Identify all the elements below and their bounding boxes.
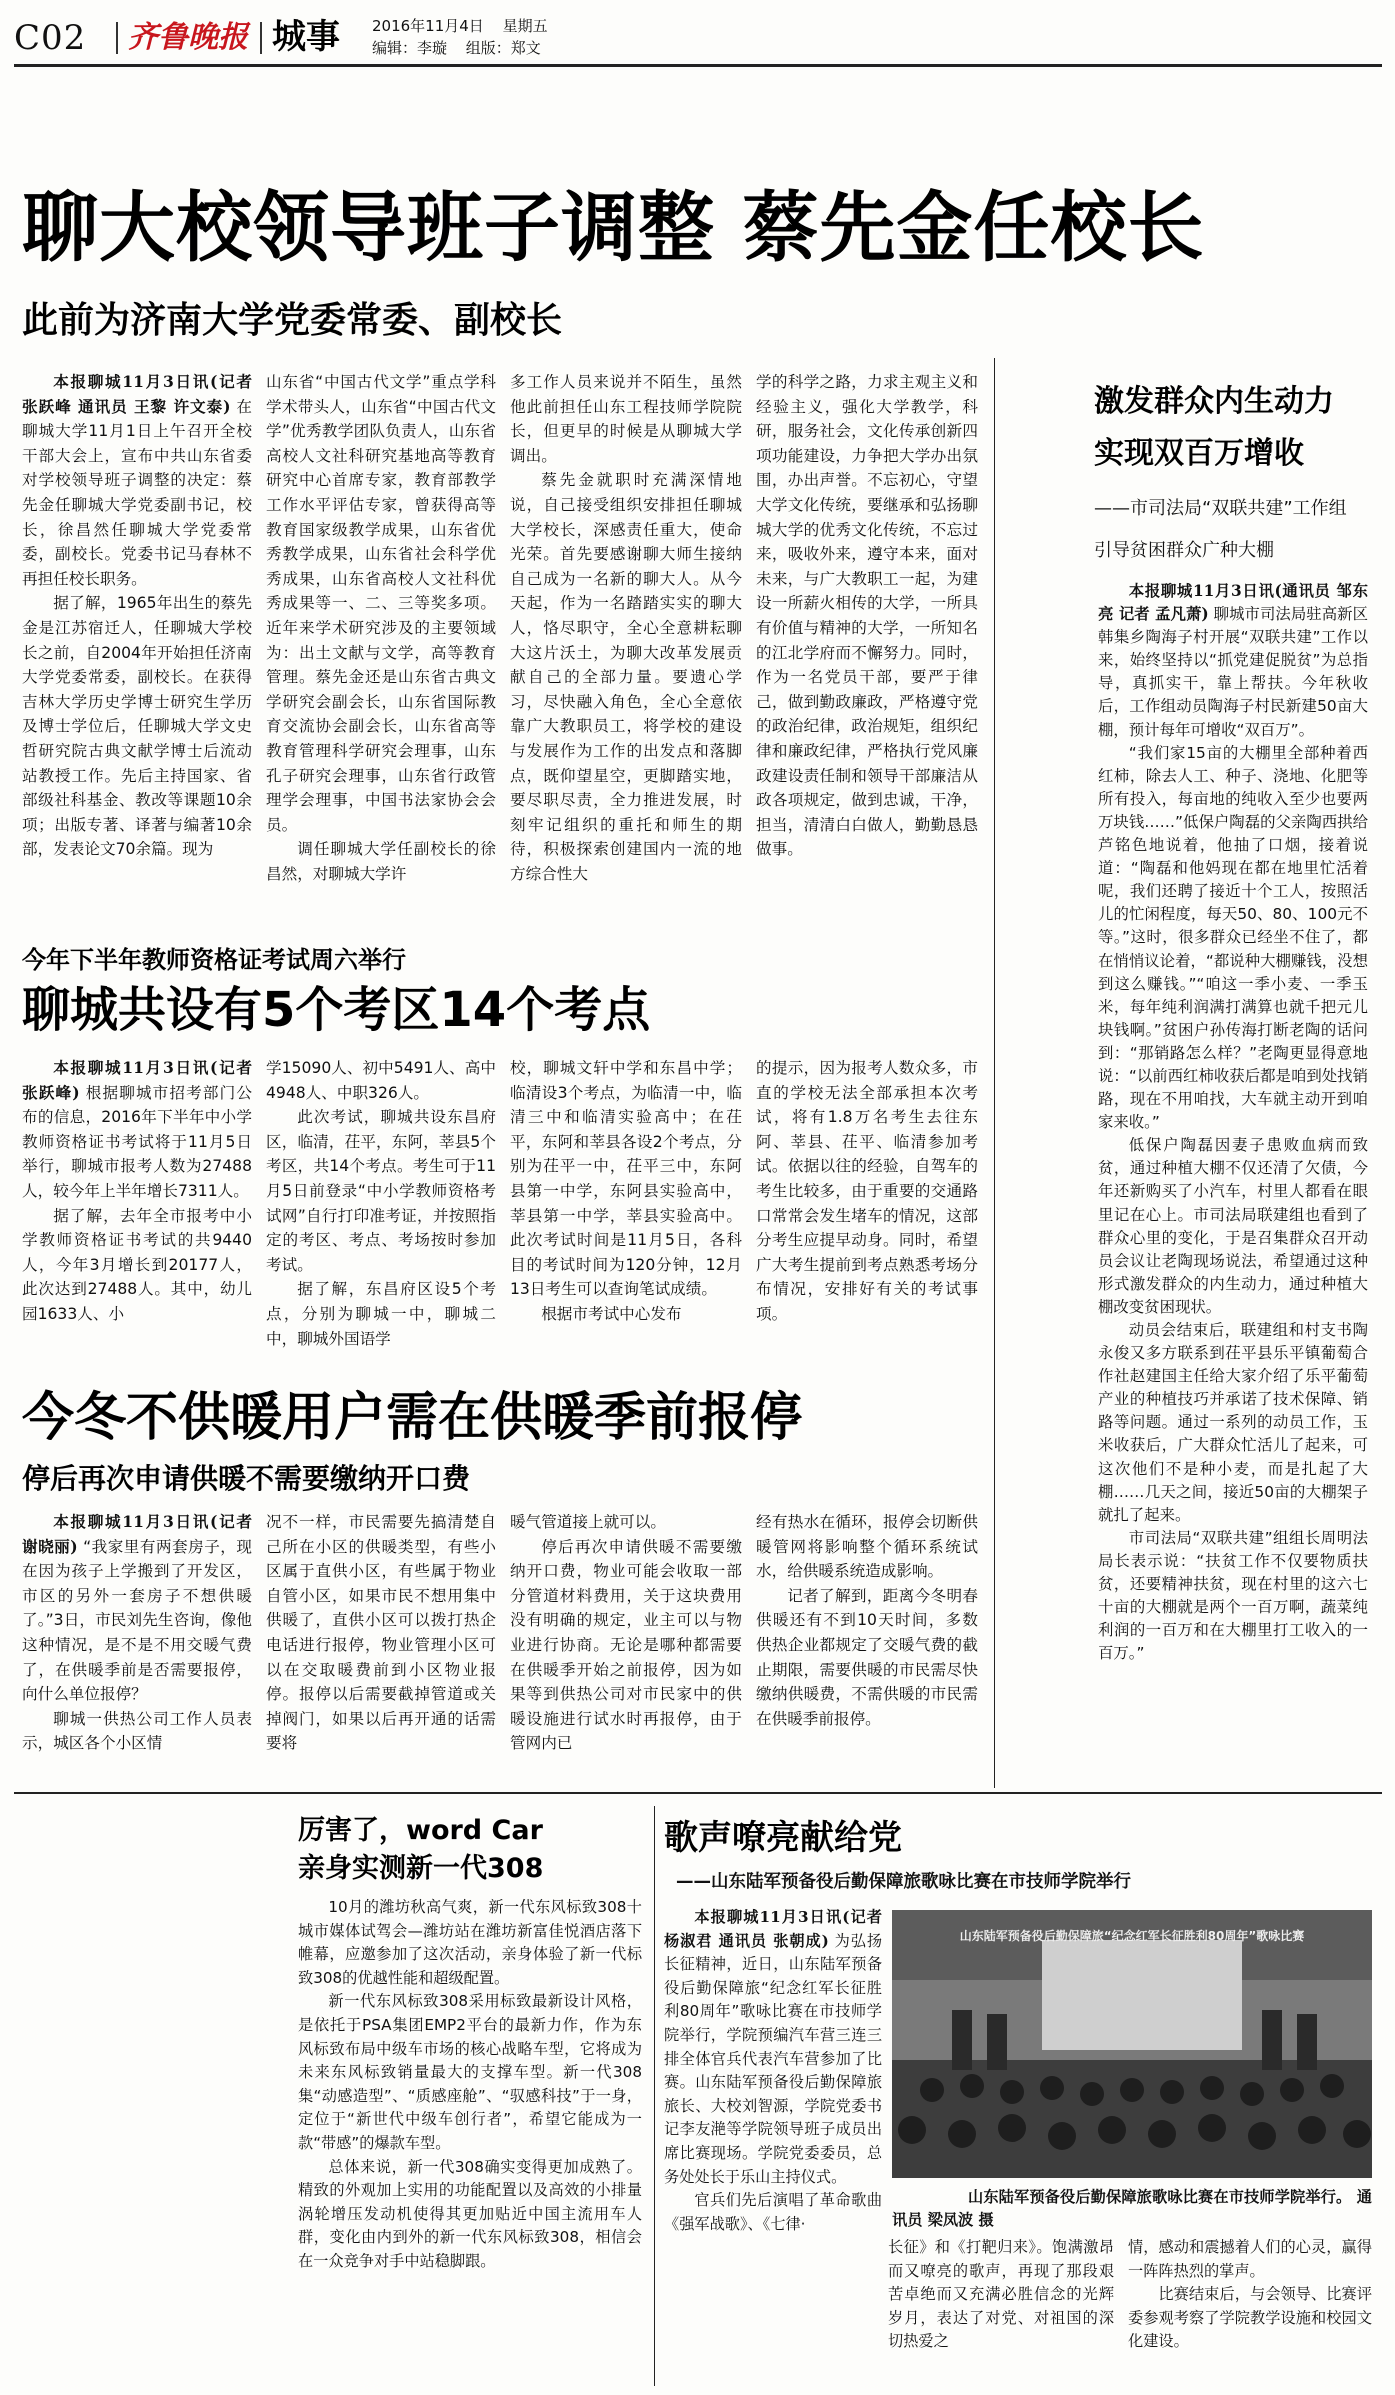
masthead-divider (116, 22, 118, 54)
article2-text: 根据市考试中心发布 (541, 1304, 682, 1323)
article5-text: 长征》和《打靶归来》。饱满激昂而又嘹亮的歌声，再现了那段艰苦卓绝而又充满必胜信念的光辉岁月，表达了对党、对祖国的深切热爱之 (888, 2238, 1114, 2351)
sidebar-text: 市司法局“双联共建”组组长周明法局长表示说：“扶贫工作不仅要物质扶贫，还要精神扶贫，现在村里的这六七十亩的大棚就是两个一百万啊，蔬菜纯利润的一百万和在大棚里打工收入的一百万。” (1098, 1528, 1368, 1663)
sidebar-headline: 实现双百万增收 (1094, 436, 1304, 471)
article4-headline: 亲身实测新一代308 (298, 1853, 544, 1884)
article5-column-1 (664, 1906, 882, 2376)
article2-text: 根据聊城市招考部门公布的信息，2016年下半年中小学教师资格证书考试将于11月5日举行，聊城市报考人数为27488人，较今年上半年增长7311人。 (22, 1083, 252, 1200)
article1-text: 据了解，1965年出生的蔡先金是江苏宿迁人，任聊城大学校长之前，自2004年开始担任济南大学党委常委，副校长。在获得吉林大学历史学博士研究生学历及博士学位后，任聊城大学文史哲研究院古典文献学博士后流动站教授工作。先后主持国家、省部级社科基金、教改等课题10余项；出版专著、译著与编著10余部，发表论文70余篇。现为 (22, 594, 252, 859)
article5-subhead: ——山东陆军预备役后勤保障旅歌咏比赛在市技师学院举行 (676, 1872, 1131, 1892)
article3-text: “我家里有两套房子，现在因为孩子上学搬到了开发区，市区的另外一套房子不想供暖了。”3日，市民刘先生咨询，像他这种情况，是不是不用交暖气费了，在供暖季前是否需要报停，向什么单位报停？ (22, 1537, 252, 1704)
event-photo (892, 1910, 1372, 2178)
weekday: 星期五 (502, 17, 548, 35)
date: 2016年11月4日 (372, 17, 484, 35)
article2-column-4 (756, 1056, 978, 1323)
article3-text: 记者了解到，距离今冬明春供暖还有不到10天时间，多数供热企业都规定了交暖气费的截止期限，需要供暖的市民需尽快缴纳供暖费，不需供暖的市民需在供暖季前报停。 (756, 1586, 978, 1728)
article4-text: 总体来说，新一代308确实变得更加成熟了。精致的外观加上实用的功能配置以及高效的小排量涡轮增压发动机使得其更加贴近中国主流用车人群，变化由内到外的新一代东风标致308，相信会在一众竞争对手中站稳脚跟。 (298, 2157, 642, 2270)
article2-text: 此次考试，聊城共设东昌府区，临清，茌平，东阿，莘县5个考区，共14个考点。考生可于11月5日前登录“中小学教师资格考试网”自行打印准考证，并按照指定的考区、考点、考场按时参加考试。 (266, 1108, 496, 1274)
article2-text: 的提示，因为报考人数众多，市直的学校无法全部承担本次考试，将有1.8万名考生去往东阿、莘县、茌平、临清参加考试。依据以往的经验，自驾车的考生比较多，由于重要的交通路口常常会发生堵车的情况，这部分考生应提早动身。同时，希望广大考生提前到考点熟悉考场分布情况，安排好有关的考试事项。 (756, 1059, 978, 1323)
article5-text: 官兵们先后演唱了革命歌曲《强军战歌》、《七律· (664, 2191, 882, 2233)
sidebar-headline: 激发群众内生动力 (1094, 384, 1334, 419)
article4-text: 新一代东风标致308采用标致最新设计风格，是依托于PSA集团EMP2平台的最新力作，作为东风标致布局中级车市场的核心战略车型，它将成为未来东风标致销量最大的支撑车型。新一代308集“动感造型”、“质感座舱”、“驭感科技”于一身，定位于“新世代中级车创行者”，希望它能成为一款“带感”的爆款车型。 (298, 1992, 642, 2152)
article1-column-3 (510, 370, 742, 928)
article3-text: 况不一样，市民需要先搞清楚自己所在小区的供暖类型，有些小区属于直供小区，有些属于物业自管小区，如果市民不想用集中供暖了，直供小区可以拨打热企电话进行报停，物业管理小区可以在交取暖费前到小区物业报停。报停以后需要截掉管道或关掉阀门，如果以后再开通的话需要将 (266, 1513, 496, 1753)
photo-caption: 山东陆军预备役后勤保障旅歌咏比赛在市技师学院举行。 通讯员 梁凤波 摄 (892, 2188, 1372, 2229)
sidebar-text: “我们家15亩的大棚里全部种着西红柿，除去人工、种子、浇地、化肥等所有投入，每亩地的纯收入至少也要两万块钱……”低保户陶磊的父亲陶西拱给芦铭色地说着，他抽了口烟，接着说道：“陶磊和他妈现在都在地里忙活着呢，我们还聘了接近十个工人，按照活儿的忙闲程度，每天50、80、100元不等。”这时，很多群众已经坐不住了，都在悄悄议论着，“都说种大棚赚钱，没想到这么赚钱。”“咱这一季小麦、一季玉米，每年纯利润满打满算也就千把元儿块钱啊。”贫困户孙传海打断老陶的话问到：“那销路怎么样？”老陶更显得意地说：“以前西红柿收获后都是咱到处找销路，现在不用咱找，大车就主动开到咱家来收。” (1098, 743, 1368, 1132)
brand-logo: 齐鲁晚报 (128, 20, 248, 55)
article1-text: 山东省“中国古代文学”重点学科学术带头人，山东省“中国古代文学”优秀教学团队负责人，山东省高校人文社科研究基地高等教育研究中心首席专家，教育部教学工作水平评估专家，曾获得高等教育国家级教学成果，山东省优秀教学成果，山东省社会科学优秀成果，山东省高校人文社科优秀成果等一、二、三等奖多项。近年来学术研究涉及的主要领域为：出土文献与文学，高等教育管理。蔡先金还是山东省古典文学研究会副会长，山东省国际教育交流协会副会长，山东省高等教育管理科学研究会理事，山东孔子研究会理事，山东省行政管理学会理事，中国书法家协会会员。 (266, 373, 496, 834)
sidebar-subhead: 引导贫困群众广种大棚 (1094, 540, 1274, 561)
article3-text: 聊城一供热公司工作人员表示，城区各个小区情 (22, 1709, 252, 1753)
designer: 组版：郑文 (465, 39, 541, 57)
sidebar-subhead: ——市司法局“双联共建”工作组 (1094, 498, 1347, 519)
article3-subhead: 停后再次申请供暖不需要缴纳开口费 (22, 1462, 471, 1495)
article4-headline: 厉害了，word Car (298, 1815, 543, 1846)
article3-text: 经有热水在循环，报停会切断供暖管网将影响整个循环系统试水，给供暖系统造成影响。 (756, 1513, 978, 1581)
sidebar-byline: 本报聊城11月3日讯(通讯员 邹东亮 记者 孟凡萧) (1098, 582, 1368, 624)
article5-byline: 本报聊城11月3日讯(记者 杨淑君 通讯员 张朝成) (664, 1908, 882, 1950)
article1-text: 多工作人员来说并不陌生，虽然他此前担任山东工程技师学院院长，但更早的时候是从聊城大学调出。 (510, 373, 742, 465)
masthead-divider (260, 22, 262, 54)
article2-column-3 (510, 1056, 742, 1323)
article2-text: 据了解，东昌府区设5个考点，分别为聊城一中，聊城二中，聊城外国语学 (266, 1280, 496, 1348)
article5-text: 比赛结束后，与会领导、比赛评委参观考察了学院教学设施和校园文化建设。 (1128, 2285, 1372, 2351)
editor: 编辑：李璇 (372, 39, 448, 57)
sidebar-text: 动员会结束后，联建组和村支书陶永俊又多方联系到茌平县乐平镇葡萄合作社赵建国主任给大家介绍了乐平葡萄产业的种植技巧并承诺了技术保障、销路等问题。通过一系列的动员工作，玉米收获后，广大群众忙活儿了起来，可这次他们不是种小麦，而是扎起了大棚……几天之间，接近50亩的大棚架子就扎了起来。 (1098, 1321, 1368, 1524)
article1-text: 调任聊城大学任副校长的徐昌然，对聊城大学许 (266, 840, 496, 883)
staff-credits (372, 38, 541, 58)
article1-column-1 (22, 370, 252, 928)
article3-text: 暖气管道接上就可以。 (510, 1513, 666, 1531)
article5-column-3 (1128, 2236, 1372, 2376)
article4-text: 10月的潍坊秋高气爽，新一代东风标致308十城市媒体试驾会—潍坊站在潍坊新富佳悦酒店落下帷幕，应邀参加了这次活动，亲身体验了新一代标致308的优越性能和超级配置。 (298, 1898, 642, 1987)
sidebar-text: 聊城市司法局驻高新区韩集乡陶海子村开展“双联共建”工作以来，始终坚持以“抓党建促脱贫”为总指导，真抓实干，靠上帮扶。今年秋收后，工作组动员陶海子村民新建50亩大棚，预计每年可增收“双百万”。 (1098, 605, 1368, 739)
article2-text: 据了解，去年全市报考中小学教师资格证书考试的共9440人，今年3月增长到20177人，此次达到27488人。其中，幼儿园1633人、小 (22, 1206, 252, 1323)
article2-text: 校，聊城文轩中学和东昌中学；临清设3个考点，为临清一中，临清三中和临清实验高中；在茌平，东阿和莘县各设2个考点，分别为茌平一中，茌平三中，东阿县第一中学，东阿县实验高中，莘县第一中学，莘县实验高中。此次考试时间是11月5日，各科目的考试时间为120分钟，12月13日考生可以查询笔试成绩。 (510, 1059, 742, 1299)
article1-column-4 (756, 370, 978, 928)
article1-text: 在聊城大学11月1日上午召开全校干部大会上，宣布中共山东省委对学校领导班子调整的决定：蔡先金任聊城大学党委副书记，校长，徐昌然任聊城大学党委常委，副校长。党委书记马春林不再担任校长职务。 (22, 397, 252, 588)
article1-column-2 (266, 370, 496, 928)
article2-byline: 本报聊城11月3日讯(记者 张跃峰) (22, 1058, 252, 1102)
article3-column-3 (510, 1510, 742, 1780)
article2-column-2 (266, 1056, 496, 1348)
column-divider (994, 358, 995, 1788)
column-divider (654, 1806, 655, 2386)
section-rule (14, 1792, 1382, 1794)
issue-date (372, 16, 548, 36)
article5-headline: 歌声嘹亮献给党 (664, 1818, 902, 1858)
article3-column-2 (266, 1510, 496, 1780)
article3-headline: 今冬不供暖用户需在供暖季前报停 (22, 1388, 803, 1448)
article3-column-1 (22, 1510, 252, 1780)
article2-headline: 聊城共设有5个考区14个考点 (22, 982, 651, 1038)
sidebar-body (1098, 580, 1368, 1780)
section-name: 城事 (272, 17, 340, 57)
article5-text: 情，感动和震撼着人们的心灵，赢得一阵阵热烈的掌声。 (1128, 2238, 1372, 2280)
article1-byline: 本报聊城11月3日讯(记者 张跃峰 通讯员 王黎 许文泰) (22, 372, 252, 416)
page-number: C02 (14, 18, 87, 58)
masthead-rule (14, 64, 1382, 67)
article1-headline: 聊大校领导班子调整 蔡先金任校长 (22, 183, 1205, 272)
article4-body (298, 1896, 642, 2376)
article5-text: 为弘扬长征精神，近日，山东陆军预备役后勤保障旅“纪念红军长征胜利80周年”歌咏比赛在市技师学院举行，学院预编汽车营三连三排全体官兵代表汽车营参加了比赛。山东陆军预备役后勤保障旅旅长、大校刘智源，学院党委书记李友滟等学院领导班子成员出席比赛现场。学院党委委员，总务处处长于乐山主持仪式。 (664, 1931, 883, 2186)
article3-byline: 本报聊城11月3日讯(记者 谢晓丽) (22, 1512, 252, 1556)
photo-banner: 山东陆军预备役后勤保障旅“纪念红军长征胜利80周年”歌咏比赛 (959, 1929, 1305, 1943)
article2-kicker: 今年下半年教师资格证考试周六举行 (22, 946, 406, 974)
article3-column-4 (756, 1510, 978, 1780)
article3-text: 停后再次申请供暖不需要缴纳开口费，物业可能会收取一部分管道材料费用，关于这块费用没有明确的规定，业主可以与物业进行协商。无论是哪种都需要在供暖季开始之前报停，因为如果等到供热公司对市民家中的供暖设施进行试水时再报停，由于管网内已 (510, 1537, 742, 1753)
article1-text: 蔡先金就职时充满深情地说，自己接受组织安排担任聊城大学校长，深感责任重大，使命光荣。首先要感谢聊大师生接纳自己成为一名新的聊大人。从今天起，作为一名踏踏实实的聊大人，恪尽职守，全心全意耕耘聊大这片沃土，为聊大改革发展贡献自己的全部力量。要遗心学习，尽快融入角色，全心全意依靠广大教职员工，将学校的建设与发展作为工作的出发点和落脚点，既仰望星空，更脚踏实地，要尽职尽责，全力推进发展，时刻牢记组织的重托和师生的期待，积极探索创建国内一流的地方综合性大 (510, 471, 742, 883)
article2-text: 学15090人、初中5491人、高中4948人、中职326人。 (266, 1059, 496, 1102)
sidebar-text: 低保户陶磊因妻子患败血病而致贫，通过种植大棚不仅还清了欠债，今年还新购买了小汽车，村里人都看在眼里记在心上。市司法局联建组也看到了群众心里的变化，于是召集群众召开动员会议让老陶现场说法，希望通过这种形式激发群众的内生动力，通过种植大棚改变贫困现状。 (1098, 1136, 1368, 1316)
article5-column-2 (888, 2236, 1114, 2376)
article1-subhead: 此前为济南大学党委常委、副校长 (22, 300, 563, 341)
article1-text: 学的科学之路，力求主观主义和经验主义，强化大学教学，科研，服务社会，文化传承创新四项功能建设，力争把大学办出氛围，办出声誉。不忘初心，守望大学文化传统，要继承和弘扬聊城大学的优秀文化传统，不忘过来，吸收外来，遵守本来，面对未来，与广大教职工一起，为建设一所薪火相传的大学，一所具有价值与精神的大学，一所知名的江北学府而不懈努力。同时，作为一名党员干部，要严于律己，做到勤政廉政，严格遵守党的政治纪律，政治规矩，组织纪律和廉政纪律，严格执行党风廉政建设责任制和领导干部廉洁从政各项规定，做到忠诚，干净，担当，清清白白做人，勤勤恳恳做事。 (756, 373, 978, 859)
article2-column-1 (22, 1056, 252, 1323)
